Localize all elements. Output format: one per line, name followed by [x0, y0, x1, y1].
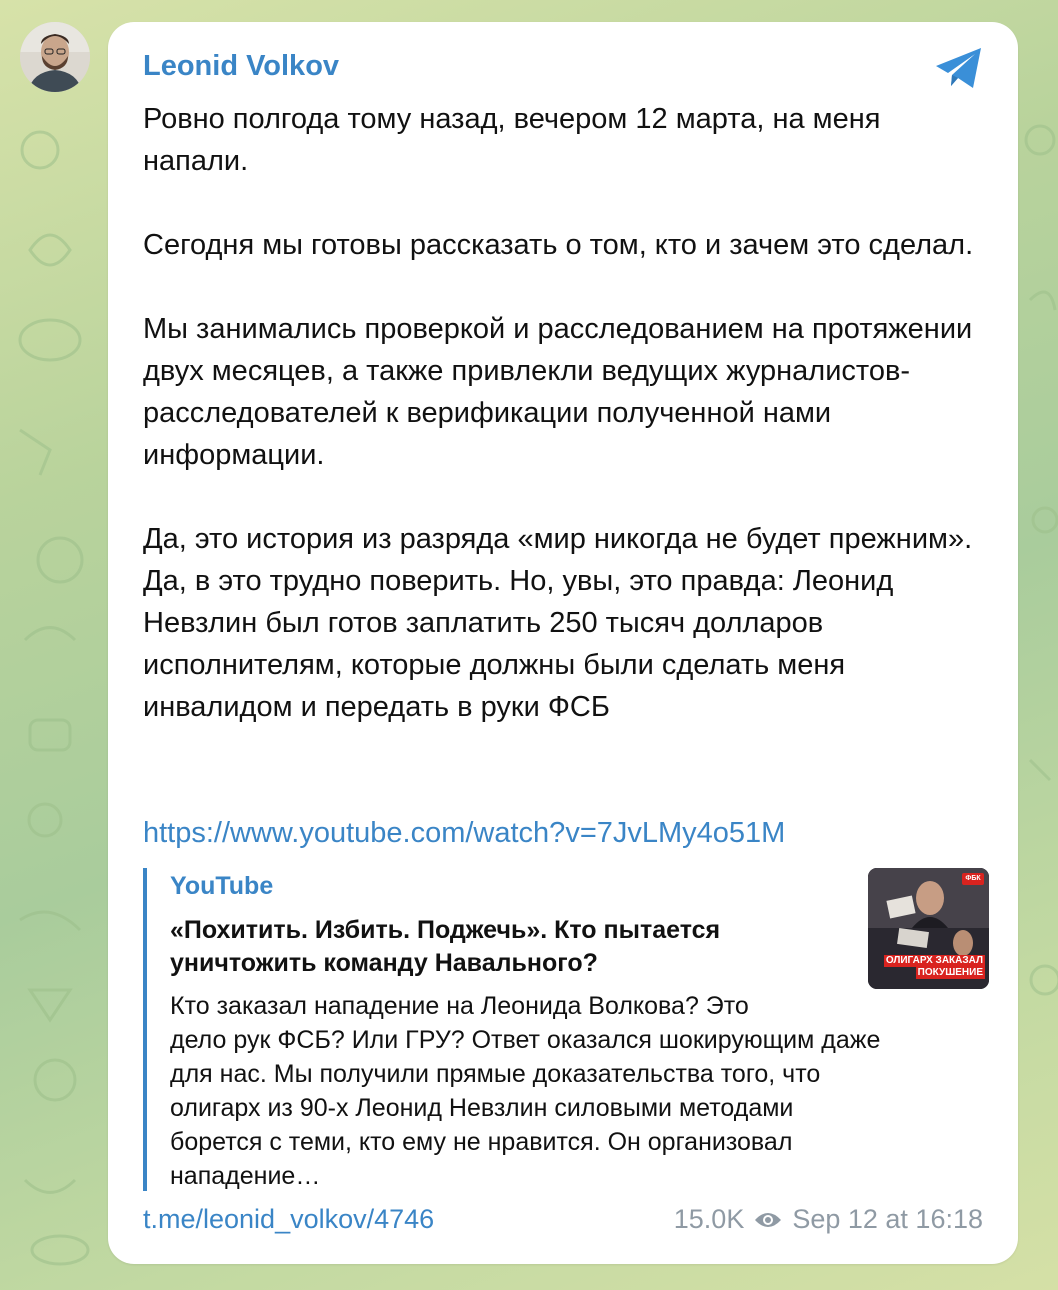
thumbnail-caption-line: ОЛИГАРХ ЗАКАЗАЛ — [885, 955, 983, 966]
message-paragraph: Ровно полгода тому назад, вечером 12 марта, на меня напали. — [143, 103, 881, 177]
telegram-plane-icon[interactable] — [934, 46, 984, 90]
thumbnail-caption-line: ПОКУШЕНИЕ — [917, 967, 983, 978]
message-paragraph: Да, это история из разряда «мир никогда не будет прежним». Да, в это трудно поверить. Но, увы, это правда: Леонид Невзлин был готов заплатить 250 тысяч долларов исполнителям, которые должны были сделать меня инвалидом и передать в руки ФСБ — [143, 523, 973, 723]
preview-description-line: Кто заказал нападение на Леонида Волкова? Это — [170, 992, 749, 1020]
message-paragraph: Мы занимались проверкой и расследованием на протяжении двух месяцев, а также привлекли ведущих журналистов-расследователей к верификации полученной нами информации. — [143, 313, 973, 471]
preview-description-line: олигарх из 90-х Леонид Невзлин силовыми методами — [170, 1094, 794, 1122]
author-name[interactable]: Leonid Volkov — [143, 50, 340, 82]
post-permalink[interactable]: t.me/leonid_volkov/4746 — [143, 1204, 435, 1234]
preview-description — [170, 989, 982, 1193]
thumbnail-caption — [868, 955, 989, 979]
message-paragraph: Сегодня мы готовы рассказать о том, кто и зачем это сделал. — [143, 229, 974, 261]
preview-title: «Похитить. Избить. Поджечь». Кто пытается уничтожить команду Навального? — [170, 916, 721, 977]
link-preview[interactable] — [143, 868, 989, 1191]
eye-icon — [754, 1210, 782, 1230]
preview-site-name: YouTube — [170, 872, 274, 900]
preview-description-line: нападение… — [170, 1162, 321, 1190]
avatar-photo-icon — [20, 22, 90, 92]
preview-description-line: для нас. Мы получили прямые доказательства того, что — [170, 1060, 821, 1088]
channel-avatar[interactable] — [20, 22, 90, 92]
view-count: 15.0K — [673, 1204, 745, 1234]
message-card — [108, 22, 1018, 1264]
message-text — [143, 98, 993, 770]
thumbnail-badge: ФБК — [962, 873, 984, 885]
youtube-link[interactable]: https://www.youtube.com/watch?v=7JvLMy4o51M — [143, 817, 786, 849]
preview-description-line: борется с теми, кто ему не нравится. Он организовал — [170, 1128, 793, 1156]
preview-thumbnail[interactable] — [868, 868, 989, 989]
preview-description-line: дело рук ФСБ? Или ГРУ? Ответ оказался шокирующим даже — [170, 1026, 881, 1054]
post-meta — [674, 1204, 983, 1235]
post-timestamp: Sep 12 at 16:18 — [792, 1204, 983, 1234]
